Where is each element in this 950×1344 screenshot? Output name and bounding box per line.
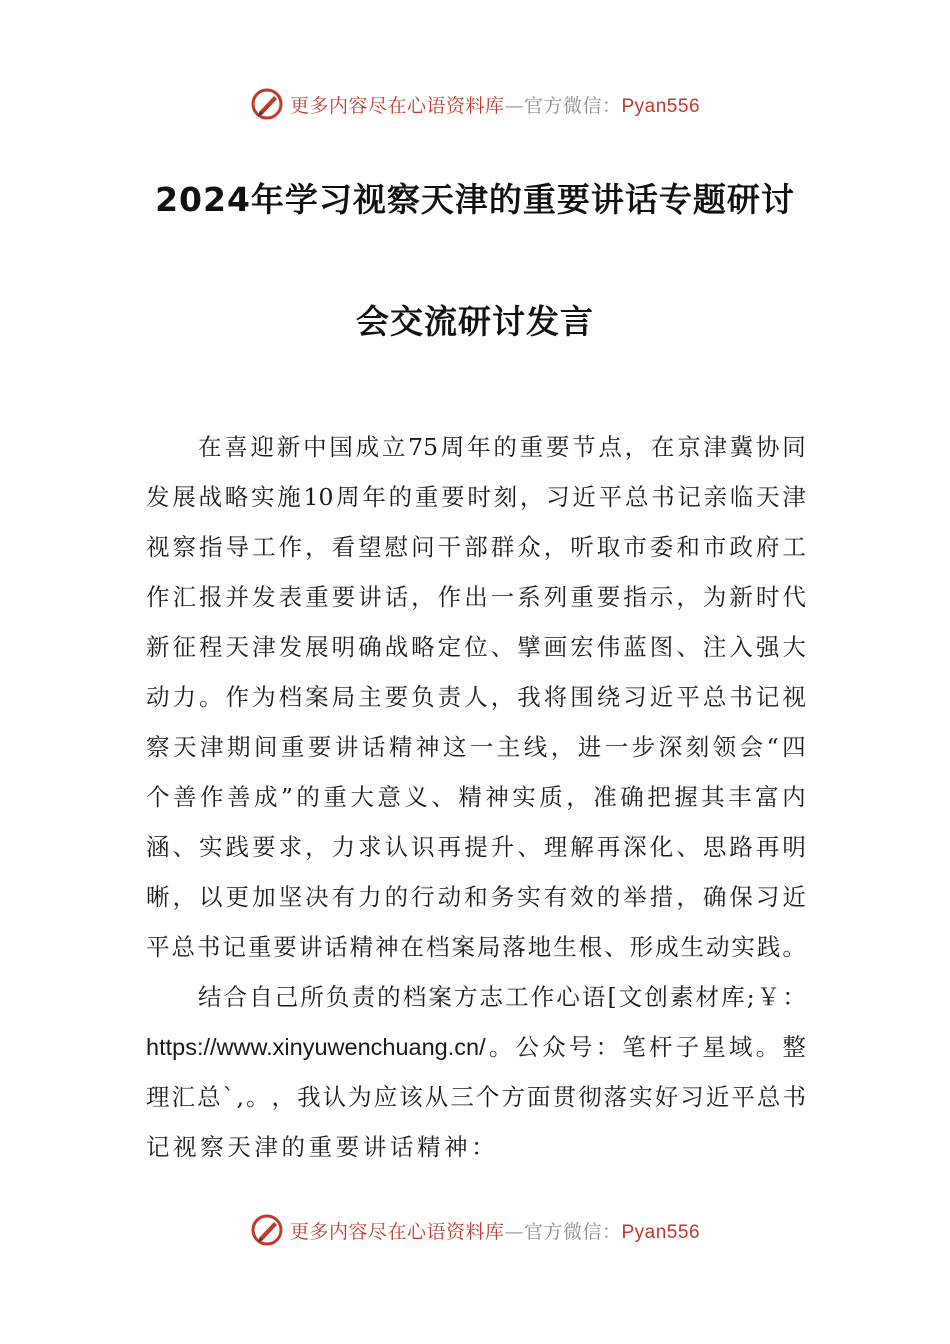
paragraph-line: 作 汇 报 并 发 表 重 要 讲 话 ， 作 出 一 系 列 重 要 指 示 ， 为 新 时 代: [146, 583, 806, 611]
pen-logo-icon: [250, 87, 284, 121]
paragraph-line: 晰 ， 以 更 加 坚 决 有 力 的 行 动 和 务 实 有 效 的 举 措 ， 确 保 习 近: [146, 883, 806, 911]
paragraph-line-with-link: https://www.xinyuwenchuang.cn/ 。 公 众 号 ： 笔 杆 子 星 域 。 整: [146, 1034, 806, 1060]
paragraph-1: [146, 422, 806, 972]
banner-wechat-id: Pyan556: [621, 95, 701, 117]
paragraph-line: 在 喜 迎 新 中 国 成 立 75 周 年 的 重 要 节 点 ， 在 京 津 冀 协 同: [198, 433, 806, 461]
paragraph-line: 理 汇 总 ` , 。 ， 我 认 为 应 该 从 三 个 方 面 贯 彻 落 实 好 习 近 平 总 书: [146, 1083, 806, 1111]
paragraph-line: 视 察 指 导 工 作 ， 看 望 慰 问 干 部 群 众 ， 听 取 市 委 和 市 政 府 工: [146, 533, 806, 561]
banner-label: 官方微信：: [523, 94, 622, 117]
paragraph-line: 动 力 。 作 为 档 案 局 主 要 负 责 人 ， 我 将 围 绕 习 近 平 总 书 记 视: [146, 683, 806, 711]
banner-site-text: 更多内容尽在心语资料库: [289, 94, 505, 117]
banner-wechat-id: Pyan556: [621, 1221, 701, 1243]
footer-banner: [0, 1208, 950, 1252]
paragraph-line: 记视察天津的重要讲话精神：: [146, 1133, 499, 1161]
paragraph-line: 个 善 作 善 成 ” 的 重 大 意 义 、 精 神 实 质 ， 准 确 把 握 其 丰 富 内: [146, 783, 806, 811]
paragraph-line: 新 征 程 天 津 发 展 明 确 战 略 定 位 、 擘 画 宏 伟 蓝 图 、 注 入 强 大: [146, 633, 806, 661]
paragraph-line: 结 合 自 己 所 负 责 的 档 案 方 志 工 作 心 语 [ 文 创 素 材 库 ; ￥ ：: [198, 983, 806, 1011]
paragraph-line: 察 天 津 期 间 重 要 讲 话 精 神 这 一 主 线 ， 进 一 步 深 刻 领 会 “ 四: [146, 733, 806, 761]
banner-label: 官方微信：: [523, 1220, 622, 1243]
paragraph-line: 发 展 战 略 实 施 10 周 年 的 重 要 时 刻 ， 习 近 平 总 书 记 亲 临 天 津: [146, 483, 806, 511]
banner-dash: —: [504, 94, 524, 117]
banner-dash: —: [504, 1220, 524, 1243]
paragraph-line: 平 总 书 记 重 要 讲 话 精 神 在 档 案 局 落 地 生 根 、 形 成 生 动 实 践 。: [146, 933, 806, 961]
banner-text: [290, 91, 700, 118]
header-banner: [0, 82, 950, 126]
paragraph-2: [146, 972, 806, 1172]
banner-text: [290, 1217, 700, 1244]
banner-site-text: 更多内容尽在心语资料库: [289, 1220, 505, 1243]
document-title-line-1: 2024年学习视察天津的重要讲话专题研讨: [155, 180, 795, 219]
document-title-line-2: 会交流研讨发言: [356, 302, 594, 341]
pen-logo-icon: [250, 1213, 284, 1247]
paragraph-line: 涵 、 实 践 要 求 ， 力 求 认 识 再 提 升 、 理 解 再 深 化 、 思 路 再 明: [146, 833, 806, 861]
